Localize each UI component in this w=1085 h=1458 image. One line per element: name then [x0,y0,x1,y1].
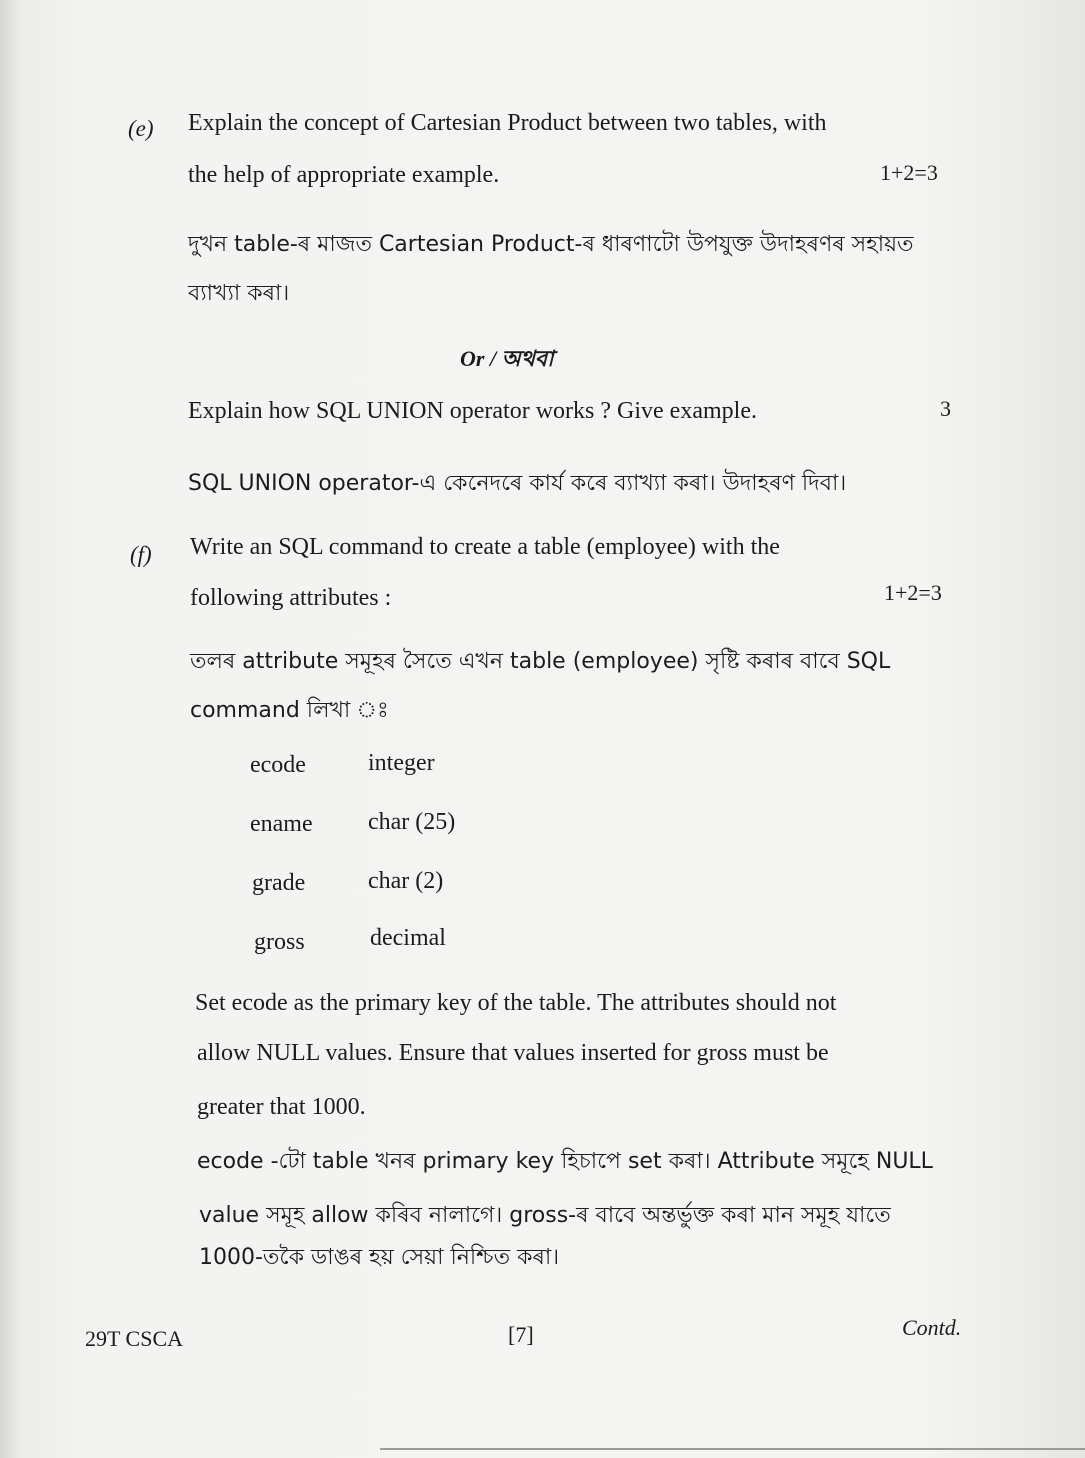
footer-page-number: [7] [508,1322,534,1347]
question-f-bengali-line2: command লিখা ঃ [190,698,389,723]
question-e-text-line2: the help of appropriate example. [188,162,500,188]
question-e-bengali-line1: দুখন table-ৰ মাজত Cartesian Product-ৰ ধাৰণাটো উপযুক্ত উদাহৰণৰ সহায়ত [188,232,914,257]
question-e-label: (e) [128,116,154,141]
attribute-name: gross [254,929,305,955]
question-f-bengali-note-line2: value সমূহ allow কৰিব নালাগে। gross-ৰ বাবে অন্তৰ্ভুক্ত কৰা মান সমূহ যাতে [199,1203,891,1228]
question-f-note-line2: allow NULL values. Ensure that values inserted for gross must be [197,1040,829,1066]
question-e-alt-marks: 3 [940,396,951,421]
or-heading: Or / অথবা [460,346,554,371]
question-f-note-line3: greater that 1000. [197,1094,366,1120]
question-f-bengali-note-line3: 1000-তকৈ ডাঙৰ হয় সেয়া নিশ্চিত কৰা। [199,1245,560,1270]
question-e-alt-text: Explain how SQL UNION operator works ? Give example. [188,398,757,424]
question-f-bengali-note-line1: ecode -টো table খনৰ primary key হিচাপে set কৰা। Attribute সমূহে NULL [197,1149,933,1174]
question-e-bengali-line2: ব্যাখ্যা কৰা। [188,281,290,306]
question-f-note-line1: Set ecode as the primary key of the table. The attributes should not [195,990,837,1016]
page-edge-shadow [0,0,20,1458]
question-e-text-line1: Explain the concept of Cartesian Product between two tables, with [188,110,827,136]
question-e-marks: 1+2=3 [880,160,938,185]
attribute-name: grade [252,870,306,896]
bottom-divider [380,1448,1085,1450]
footer-paper-code: 29T CSCA [85,1326,184,1351]
question-e-alt-bengali: SQL UNION operator-এ কেনেদৰে কাৰ্য কৰে ব্যাখ্যা কৰা। উদাহৰণ দিবা। [188,471,847,496]
footer-contd: Contd. [902,1315,962,1340]
attribute-type: char (2) [368,868,444,894]
attribute-type: char (25) [368,809,456,835]
attribute-type: integer [368,750,435,776]
attribute-name: ecode [250,752,306,778]
question-f-text-line1: Write an SQL command to create a table (employee) with the [190,534,780,560]
question-f-bengali-line1: তলৰ attribute সমূহৰ সৈতে এখন table (employee) সৃষ্টি কৰাৰ বাবে SQL [190,649,891,674]
question-f-marks: 1+2=3 [884,580,942,605]
attribute-name: ename [250,811,313,837]
attribute-type: decimal [370,925,446,951]
question-f-label: (f) [130,542,152,567]
question-f-text-line2: following attributes : [190,585,392,611]
